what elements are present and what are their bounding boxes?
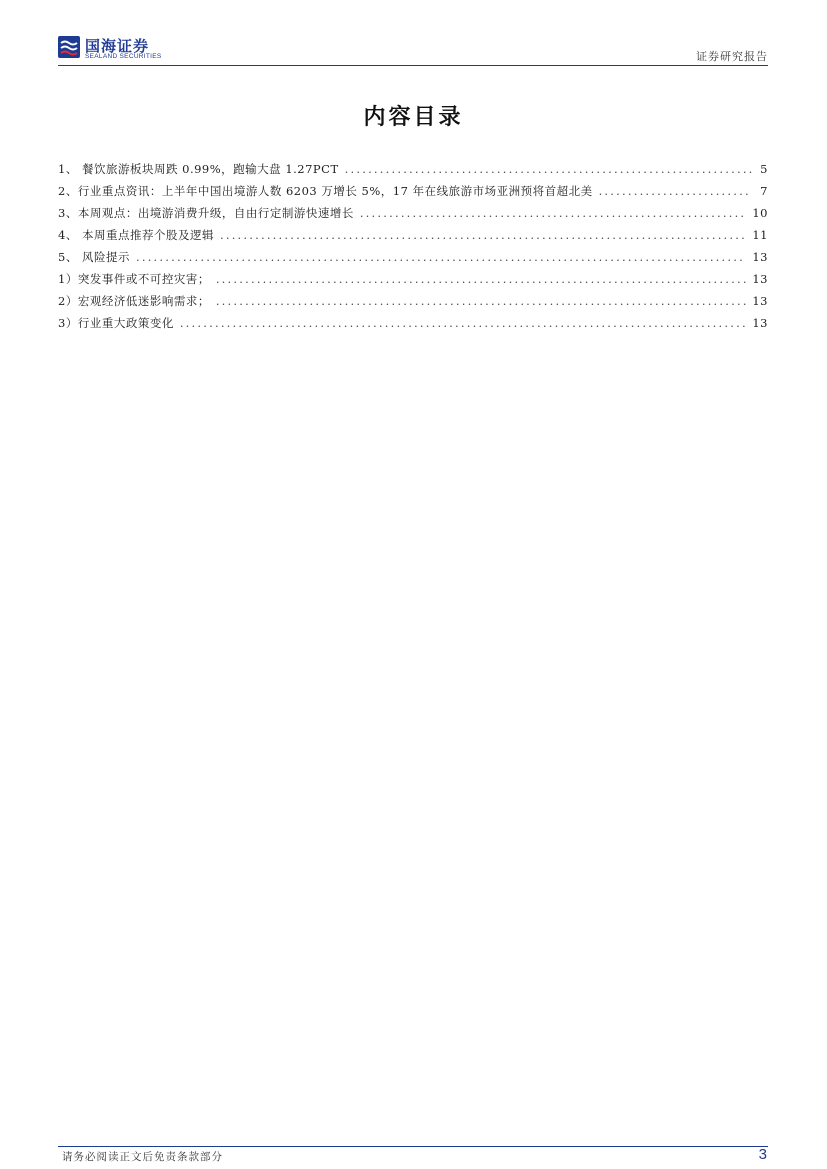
toc-entry-text: 1）突发事件或不可控灾害； bbox=[58, 272, 210, 286]
toc-dot-leader bbox=[136, 246, 746, 268]
toc-dot-leader bbox=[180, 312, 747, 334]
toc-title: 内容目录 bbox=[363, 105, 464, 130]
toc-entry[interactable] bbox=[58, 312, 768, 334]
toc-entry-text: 4、 本周重点推荐个股及逻辑 bbox=[58, 228, 214, 242]
toc-entry-text: 3）行业重大政策变化 bbox=[58, 316, 174, 330]
toc-dot-leader bbox=[216, 268, 747, 290]
toc-entry-page: 13 bbox=[752, 294, 768, 308]
toc-entry[interactable] bbox=[58, 268, 768, 290]
toc-entry-page: 13 bbox=[752, 316, 768, 330]
toc-dot-leader bbox=[345, 158, 752, 180]
toc-dot-leader bbox=[360, 202, 747, 224]
page-header bbox=[58, 34, 768, 64]
footer-divider bbox=[58, 1146, 768, 1147]
toc-dot-leader bbox=[216, 290, 747, 312]
toc-entry-text: 3、本周观点：出境游消费升级，自由行定制游快速增长 bbox=[58, 206, 354, 220]
toc-entry-page: 13 bbox=[752, 250, 768, 264]
toc-entry[interactable] bbox=[58, 290, 768, 312]
toc-entry-text: 5、 风险提示 bbox=[58, 250, 130, 264]
toc-entry[interactable] bbox=[58, 180, 768, 202]
page-number: 3 bbox=[758, 1146, 767, 1163]
toc-entry-page: 7 bbox=[760, 184, 768, 198]
toc-dot-leader bbox=[220, 224, 746, 246]
sealand-logo-icon bbox=[58, 36, 80, 58]
table-of-contents bbox=[58, 158, 768, 334]
toc-entry[interactable] bbox=[58, 202, 768, 224]
toc-entry[interactable] bbox=[58, 224, 768, 246]
toc-entry-page: 5 bbox=[760, 162, 768, 176]
toc-entry-text: 2、行业重点资讯：上半年中国出境游人数 6203 万增长 5%，17 年在线旅游市场亚洲预将首超北美 bbox=[58, 184, 593, 198]
disclaimer-note: 请务必阅读正文后免责条款部分 bbox=[62, 1151, 223, 1163]
toc-entry-page: 11 bbox=[752, 228, 768, 242]
toc-dot-leader bbox=[599, 180, 752, 202]
header-divider bbox=[58, 65, 768, 66]
toc-entry-page: 10 bbox=[752, 206, 768, 220]
logo-english-name: SEALAND SECURITIES bbox=[85, 53, 162, 60]
toc-entry-page: 13 bbox=[752, 272, 768, 286]
report-type-label: 证券研究报告 bbox=[696, 50, 768, 63]
toc-entry[interactable] bbox=[58, 246, 768, 268]
toc-entry-text: 1、 餐饮旅游板块周跌 0.99%，跑输大盘 1.27PCT bbox=[58, 162, 339, 176]
toc-entry-text: 2）宏观经济低迷影响需求； bbox=[58, 294, 210, 308]
toc-entry[interactable] bbox=[58, 158, 768, 180]
logo-chinese-name: 国海证券 bbox=[85, 37, 150, 55]
